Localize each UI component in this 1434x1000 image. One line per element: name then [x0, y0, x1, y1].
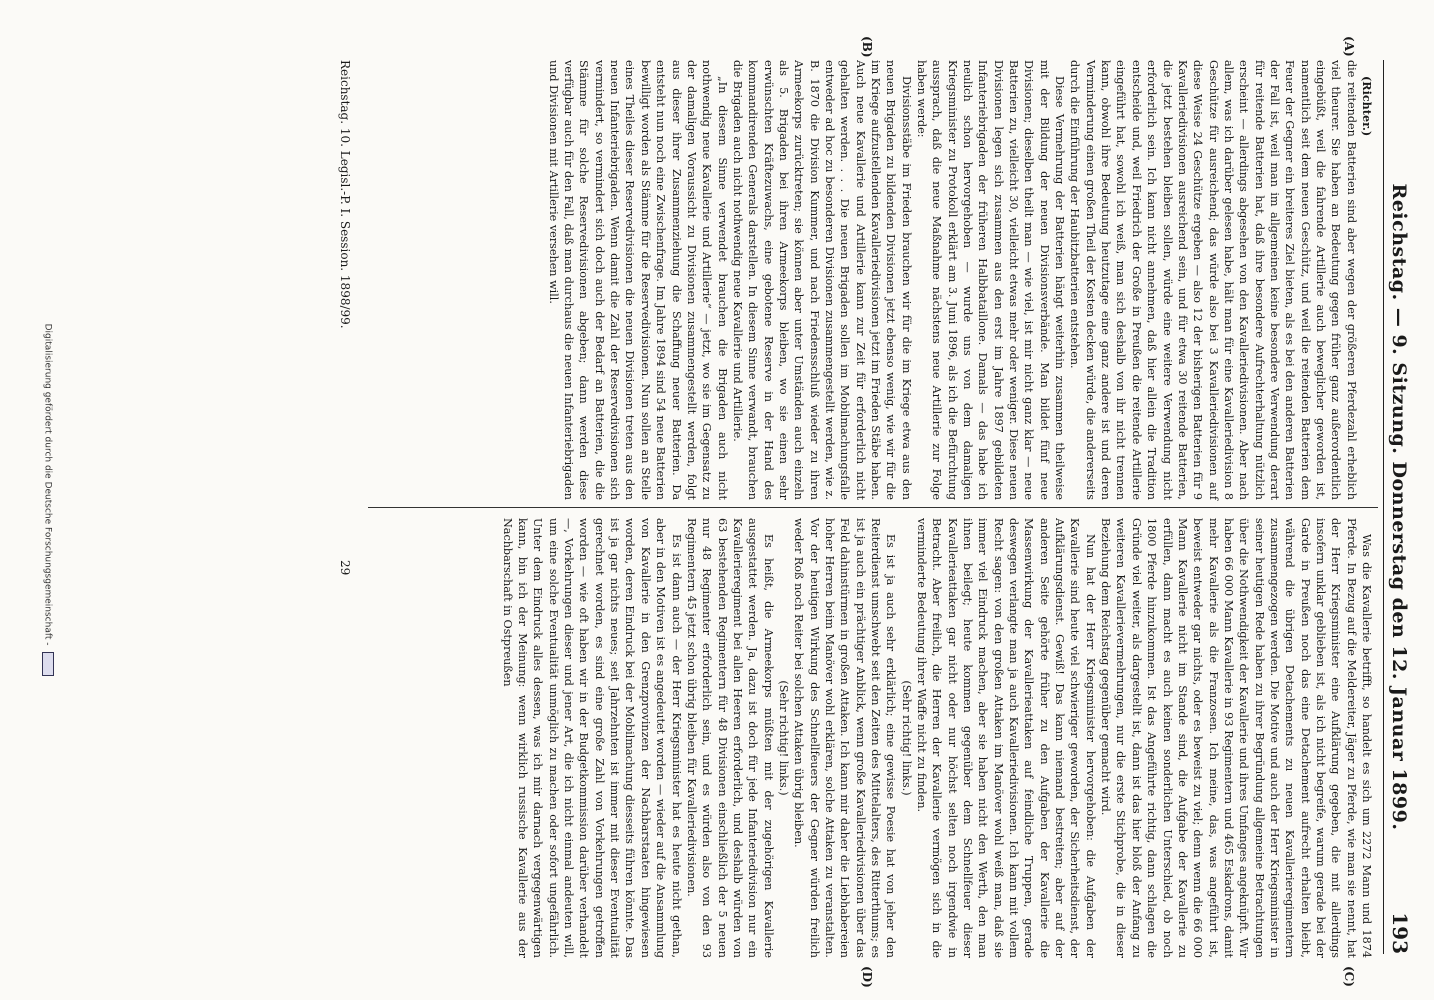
- page-header: [1383, 60, 1414, 954]
- right-paragraph: Was die Kavallerie betrifft, so handelt es sich um 2272 Mann und 1874 Pferde. In Bezug auf die Meldereiter, Jäger zu Pferde, wie man sie nennt, hat der Herr Kriegsminister eine Aufklärung gegeben, die mit allerdings insofern unklar geblieben ist, als ich nicht begreife, warum gerade bei der Garde in Preußen noch das eine Detachement aufrecht erhalten bleibt, während die übrigen Detachements zu neuen Kavallerieregimentern zusammengezogen werden. Die Motive und auch der Herr Kriegsminister in seiner heutigen Rede haben zu ihrer Begründung allgemeine Betrachtungen über die Nothwendigkeit der Kavallerie und ihres Umfanges angeknüpft. Wir haben 66 000 Mann Kavallerie in 93 Regimentern und 465 Eskadrons, damit mehr Kavallerie als die Franzosen. Ich meine, das, was angeführt ist, beweist entweder gar nichts, oder es beweist zu viel; denn wenn die 66 000 Mann Kavallerie nicht im Stande sind, die Aufgabe der Kavallerie zu erfüllen, dann macht es auch keinen sonderlichen Unterschied, ob noch 1800 Pferde hinzukommen. Ist das Angeführte richtig, dann schlagen die Gründe viel weiter, als dargestellt ist, dann ist das hier bloß der Anfang zu weiteren Kavallerievermehrungen, nur die erste Stichprobe, die in dieser Beziehung dem Reichstag gegenüber gemacht wird.: [1099, 518, 1373, 958]
- right-paragraph: Es heißt, die Armeekorps müßten mit der zugehörigen Kavallerie ausgestattet werden. Ja, dazu ist doch für jede Infanteriedivision nur ein Kavallerieregiment bei allen Heeren erforderlich, und deshalb würden von 63 bestehenden Regimentern für 48 Divisionen einschließlich der 5 neuen nur 48 Regimenter erforderlich sein, und es würden also von den 93 Regimentern 45 jetzt schon übrig bleiben für Kavalleriedivisionen.: [684, 518, 775, 958]
- right-paragraph: Nun hat der Herr Kriegsminister hervorgehoben: die Aufgaben der Kavallerie sind heute viel schwieriger geworden, der Sicherheitsdienst, der Aufklärungsdienst. Gewiß! Das kann niemand bestreiten; aber auf der anderen Seite gehörte früher zu den Aufgaben der Kavallerie die Massenwirkung der Kavallerieattaken auf feindliche Truppen, gerade deswegen verlangte man ja auch Kavalleriedivisionen. Ich kann mit vollem Recht sagen: von den großen Attaken im Manöver wohl weiß man, daß sie immer viel Eindruck machen, aber sie haben nicht den Werth, den man ihnen beilegt; heute kommen gegenüber dem Schnellfeuer dieser Kavallerieattaken gar nicht oder nur höchst selten noch irgendwie in Betracht. Aber freilich, die Herren der Kavallerie vermögen sich in die verminderte Bedeutung ihrer Waffe nicht zu finden.: [915, 518, 1097, 958]
- interjection: (Sehr richtig! links.): [776, 680, 790, 796]
- interjection: (Sehr richtig! links.): [899, 680, 913, 796]
- page-title: Reichstag. — 9. Sitzung. Donnerstag den 12. Januar 1899.: [1388, 183, 1410, 831]
- digitization-note: [42, 0, 54, 1000]
- left-paragraph: „In diesem Sinne verwendet brauchen die Brigaden auch nicht nothwendig neue Kavallerie und Artillerie“ — jetzt, wo sie im Gegensatz zu der damaligen Voraussicht zu Divisionen zusammengestellt werden, folgt aus dieser ihrer Zusammenziehung die Schaffung neuer Batterien. Da entsteht nun noch eine Zwischenfrage. Im Jahre 1894 sind 54 neue Batterien bewilligt worden als Stämme für die Reservedivisionen. Nun sollen an Stelle eines Theiles dieser Reservedivisionen die neuen Divisionen treten aus den neuen Infanteriebrigaden. Wenn damit die Zahl der Reservedivisionen sich vermindert, so vermindert sich doch auch der Bedarf an Batterien, die die Stämme für solche Reservedivisionen abgeben; dann werden diese verfügbar auch für den Fall, daß man durchaus die neuen Infanteriebrigaden und Divisionen mit Artillerie versehen will.: [546, 60, 729, 500]
- margin-marker-b: (B): [860, 36, 874, 58]
- left-paragraph: Diese Vermehrung der Batterien hängt weiterhin zusammen theilweise mit der Bildung der neuen Divisionsverbände. Man bildet fünf neue Divisionen; dieselben theilt man — wie viel, ist mir nicht ganz klar — neue Batterien zu, vielleicht 30, vielleicht etwas mehr oder weniger. Diese neuen Divisionen legen sich zusammen aus den erst im Jahre 1897 gebildeten Infanteriebrigaden der früheren Halbbataillone. Damals — das habe ich neulich schon hervorgehoben — wurde uns von dem damaligen Kriegsminister zu Protokoll erklärt am 3. Juni 1896, als ich die Befürchtung aussprach, daß die neue Maßnahme nächstens neue Artillerie zur Folge haben werde:: [915, 60, 1067, 500]
- digitization-text: Digitalisierung gefördert durch die Deutsche Forschungsgemeinschaft -: [42, 323, 53, 646]
- right-column: [499, 518, 1374, 958]
- margin-marker-d: (D): [860, 966, 874, 988]
- margin-marker-c: (C): [1342, 966, 1356, 987]
- dfg-logo-icon: [42, 652, 54, 676]
- footer-session-info: Reichstag. 10. Legisl.-P. I. Session. 1898/99.: [338, 60, 352, 329]
- page-number: 193: [1388, 912, 1412, 954]
- sheet-number: 29: [338, 560, 352, 576]
- right-paragraph: Es ist ja auch sehr erklärlich; eine gewisse Poesie hat von jeher den Reiterdienst umschwebt seit den Zeiten des Mittelalters, des Ritterthums; es ist ja auch ein prächtiger Anblick, wenn große Kavalleriedivisionen über das Feld dahinstürmen in großen Attaken. Ich kann mir daher die Liebhabereien hoher Herren beim Manöver wohl erklären, solche Attaken zu veranstalten. Vor der heutigen Wirkung des Schnellfeuers der Gegner würden freilich weder Roß noch Reiter bei solchen Attaken übrig bleiben.: [792, 518, 898, 958]
- left-column: [545, 60, 1374, 500]
- left-paragraph: die reitenden Batterien sind aber wegen der größeren Pferdezahl erheblich viel theurer. Sie haben an Bedeutung gegen früher ganz außerordentlich eingebüßt, weil die fahrende Artillerie auch beweglicher geworden ist, namentlich seit dem neuen Geschütz, und weil die reitenden Batterien dem Feuer der Gegner ein breiteres Ziel bieten, als es bei den anderen Batterien der Fall ist, weil man im allgemeinen keine besondere Verwendung derart für reitende Batterien hat, daß ihre besondere Aufrechterhaltung nützlich erscheint — allerdings abgesehen von den Kavalleriedivisionen. Aber nach allem, was ich darüber gelesen habe, hält man für eine Kavalleriedivision 8 Geschütze für ausreichend; das würde also bei 3 Kavalleriedivisionen auf diese Weise 24 Geschütze ergeben — also 12 der bisherigen Batterien für 9 Kavalleriedivisionen ausreichend sein, und für etwa 30 reitende Batterien, die jetzt bestehen bleiben sollen, würde eine weitere Verwendung nicht erforderlich sein. Ich kann nicht annehmen, daß hier allein die Tradition entscheide und, weil Friedrich der Große in Preußen die reitende Artillerie eingeführt hat, sowohl ich weiß, man sich deshalb von ihr nicht trennen kann, obwohl ihre Bedeutung heutzutage eine ganz andere ist und deren Verminderung einen großen Theil der Kosten decken würde, die andererseits durch die Einführung der Haubitzbatterien entstehen.: [1068, 60, 1358, 500]
- right-paragraph: Es ist dann auch — der Herr Kriegsminister hat es heute nicht gethan, aber in den Motiven ist es angedeutet worden — wieder auf die Ansammlung von Kavallerie in den Grenzprovinzen der Nachbarstaaten hingewiesen worden, deren Eindruck bei der Mobilmachung diesseits führen könnte. Das ist ja gar nichts neues; seit Jahrzehnten ist immer mit dieser Eventualität gerechnet worden, es sind eine große Zahl von Vorkehrungen getroffen worden — wie oft haben wir in der Budgetkommission darüber verhandelt —, Vorkehrungen dieser und jener Art, die ich nicht einmal andeuten will, um eine solche Eventualität unmöglich zu machen oder sofort ungefährlich. Unter dem Eindruck alles dessen, was ich mir darnach vergegenwärtigen kann, bin ich der Meinung: wenn wirklich russische Kavallerie aus der Nachbarschaft in Ostpreußen: [500, 518, 683, 958]
- left-quote-paragraph: Divisionsstäbe im Frieden brauchen wir für die im Kriege etwa aus den neuen Brigaden zu bildenden Divisionen jetzt ebenso wenig, wie wir für die im Kriege aufzustellenden Kavalleriedivisionen jetzt im Frieden Stäbe haben. Auch neue Kavallerie und Artillerie kann zur Zeit für erforderlich nicht gehalten werden. . . . Die neuen Brigaden sollen im Mobilmachungsfalle entweder ad hoc zu besonderen Divisionen zusammengestellt werden, wie z. B. 1870 die Division Kummer, und nach Friedensschluß wieder zu ihren Armeekorps zurücktreten; sie können aber unter Umständen auch einzeln als 5. Brigaden bei ihren Armeekorps bleiben, wo sie einen sehr erwünschten Kräftezuwachs, eine gebotene Reserve in der Hand des kommandirenden Generals darstellen. In diesem Sinne verwandt, brauchen die Brigaden auch nicht nothwendig neue Kavallerie und Artillerie.: [730, 60, 913, 500]
- column-divider: [368, 507, 1378, 508]
- margin-marker-a: (A): [1342, 36, 1356, 57]
- speaker-name: (Richter.): [1360, 76, 1374, 137]
